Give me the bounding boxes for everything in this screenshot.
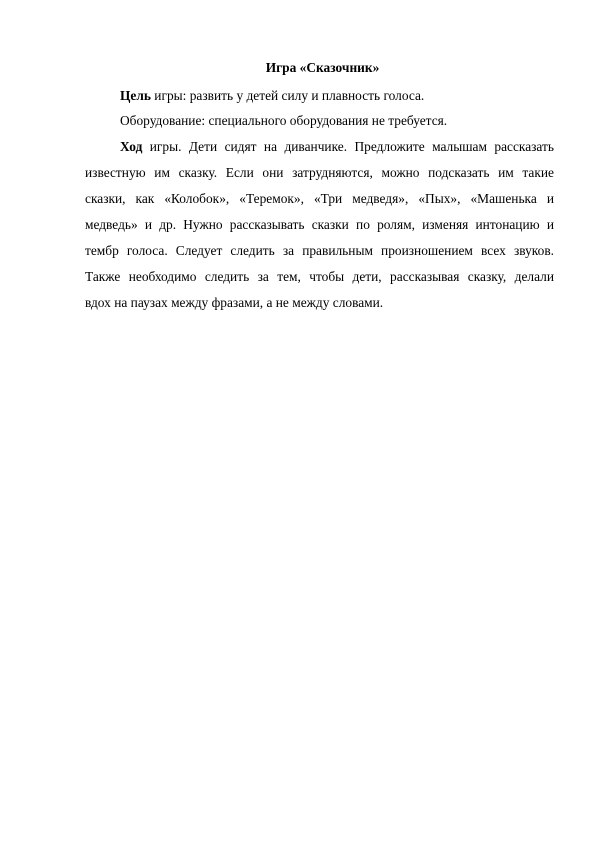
procedure-label: Ход bbox=[120, 139, 143, 154]
goal-label: Цель bbox=[120, 88, 151, 103]
procedure-line-5: тембр голоса. Следует следить за правильным произношением всех звуков. bbox=[85, 243, 554, 258]
procedure-line-1 bbox=[120, 139, 554, 155]
procedure-line-4: медведь» и др. Нужно рассказывать сказки по ролям, изменяя интонацию и bbox=[85, 217, 554, 232]
procedure-line-3: сказки, как «Колобок», «Теремок», «Три медведя», «Пых», «Машенька и bbox=[85, 191, 554, 206]
procedure-line-7: вдох на паузах между фразами, а не между словами. bbox=[85, 295, 384, 310]
procedure-line-2: известную им сказку. Если они затрудняются, можно подсказать им такие bbox=[85, 165, 554, 180]
procedure-line-6: Также необходимо следить за тем, чтобы дети, рассказывая сказку, делали bbox=[85, 269, 554, 284]
equipment-paragraph: Оборудование: специального оборудования не требуется. bbox=[120, 113, 448, 128]
goal-paragraph bbox=[120, 88, 554, 104]
page-title: Игра «Сказочник» bbox=[265, 60, 380, 75]
procedure-text-1: игры. Дети сидят на диванчике. Предложите малышам рассказать bbox=[142, 139, 554, 154]
goal-text: игры: развить у детей силу и плавность голоса. bbox=[150, 88, 425, 103]
